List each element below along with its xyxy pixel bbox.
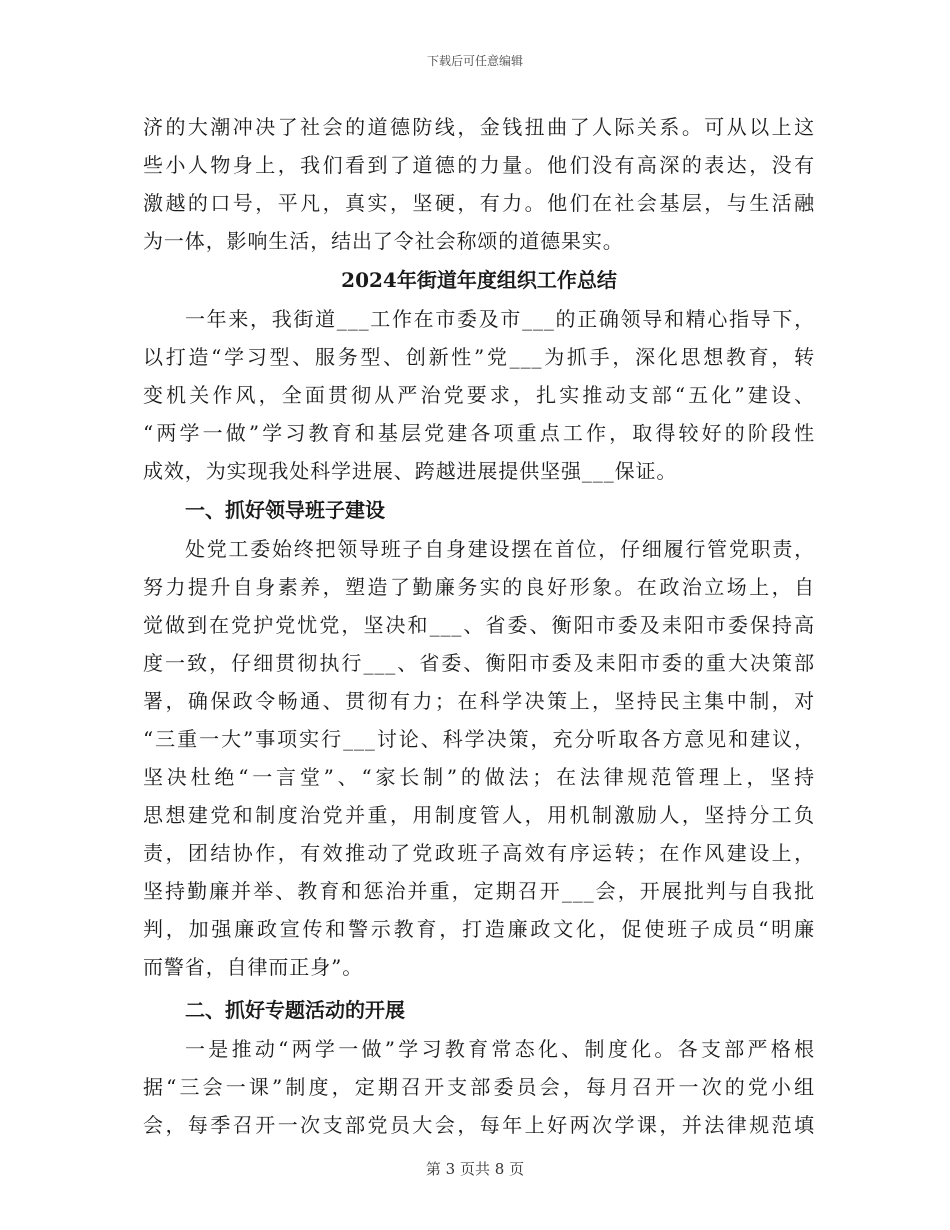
text-line: 度一致，仔细贯彻执行___、省委、衡阳市委及耒阳市委的重大决策部 xyxy=(143,651,815,675)
text-line: 济的大潮冲决了社会的道德防线，金钱扭曲了人际关系。可从以上这 xyxy=(143,115,815,139)
text-line: 会，每季召开一次支部党员大会，每年上好两次学课，并法律规范填 xyxy=(143,1113,815,1137)
paragraph-3 xyxy=(143,1030,815,1144)
text-line: 成效，为实现我处科学进展、跨越进展提供坚强___保证。 xyxy=(143,459,678,483)
text-line: 坚持勤廉并举、教育和惩治并重，定期召开___会，开展批判与自我批 xyxy=(143,879,815,903)
text-line: 为一体，影响生活，结出了令社会称颂的道德果实。 xyxy=(143,229,624,253)
text-line: “两学一做”学习教育和基层党建各项重点工作，取得较好的阶段性 xyxy=(143,421,815,445)
text-line: 变机关作风，全面贯彻从严治党要求，扎实推动支部“五化”建设、 xyxy=(143,383,815,407)
text-line: 处党工委始终把领导班子自身建设摆在首位，仔细履行管党职责， xyxy=(185,537,815,561)
document-body xyxy=(143,108,815,1144)
text-line: 激越的口号，平凡，真实，坚硬，有力。他们在社会基层，与生活融 xyxy=(143,191,815,215)
section-heading-2: 二、抓好专题活动的开展 xyxy=(185,998,405,1022)
paragraph-1 xyxy=(143,300,815,490)
text-line: 据“三会一课”制度，定期召开支部委员会，每月召开一次的党小组 xyxy=(143,1075,815,1099)
intro-paragraph xyxy=(143,108,815,260)
text-line: 努力提升自身素养，塑造了勤廉务实的良好形象。在政治立场上，自 xyxy=(143,575,815,599)
text-line: “三重一大”事项实行___讨论、科学决策，充分听取各方意见和建议， xyxy=(143,727,815,751)
page-footer: 第 3 页共 8 页 xyxy=(425,1160,525,1178)
text-line: 署，确保政令畅通、贯彻有力；在科学决策上，坚持民主集中制，对 xyxy=(143,689,815,713)
text-line: 判，加强廉政宣传和警示教育，打造廉政文化，促使班子成员“明廉 xyxy=(143,917,815,941)
text-line: 坚决杜绝“一言堂”、“家长制”的做法；在法律规范管理上，坚持 xyxy=(143,765,815,789)
text-line: 一是推动“两学一做”学习教育常态化、制度化。各支部严格根 xyxy=(185,1037,815,1061)
text-line: 一年来，我街道___工作在市委及市___的正确领导和精心指导下， xyxy=(185,307,815,331)
text-line: 思想建党和制度治党并重，用制度管人，用机制激励人，坚持分工负 xyxy=(143,803,815,827)
page-header: 下载后可任意编辑 xyxy=(426,54,523,68)
section-heading-1: 一、抓好领导班子建设 xyxy=(185,498,385,522)
text-line: 些小人物身上，我们看到了道德的力量。他们没有高深的表达，没有 xyxy=(143,153,815,177)
paragraph-2 xyxy=(143,530,815,986)
text-line: 以打造“学习型、服务型、创新性”党___为抓手，深化思想教育，转 xyxy=(143,345,815,369)
document-title: 2024年街道年度组织工作总结 xyxy=(341,268,617,292)
text-line: 责，团结协作，有效推动了党政班子高效有序运转；在作风建设上， xyxy=(143,841,815,865)
text-line: 觉做到在党护党忧党，坚决和___、省委、衡阳市委及耒阳市委保持高 xyxy=(143,613,815,637)
text-line: 而警省，自律而正身”。 xyxy=(143,955,364,979)
